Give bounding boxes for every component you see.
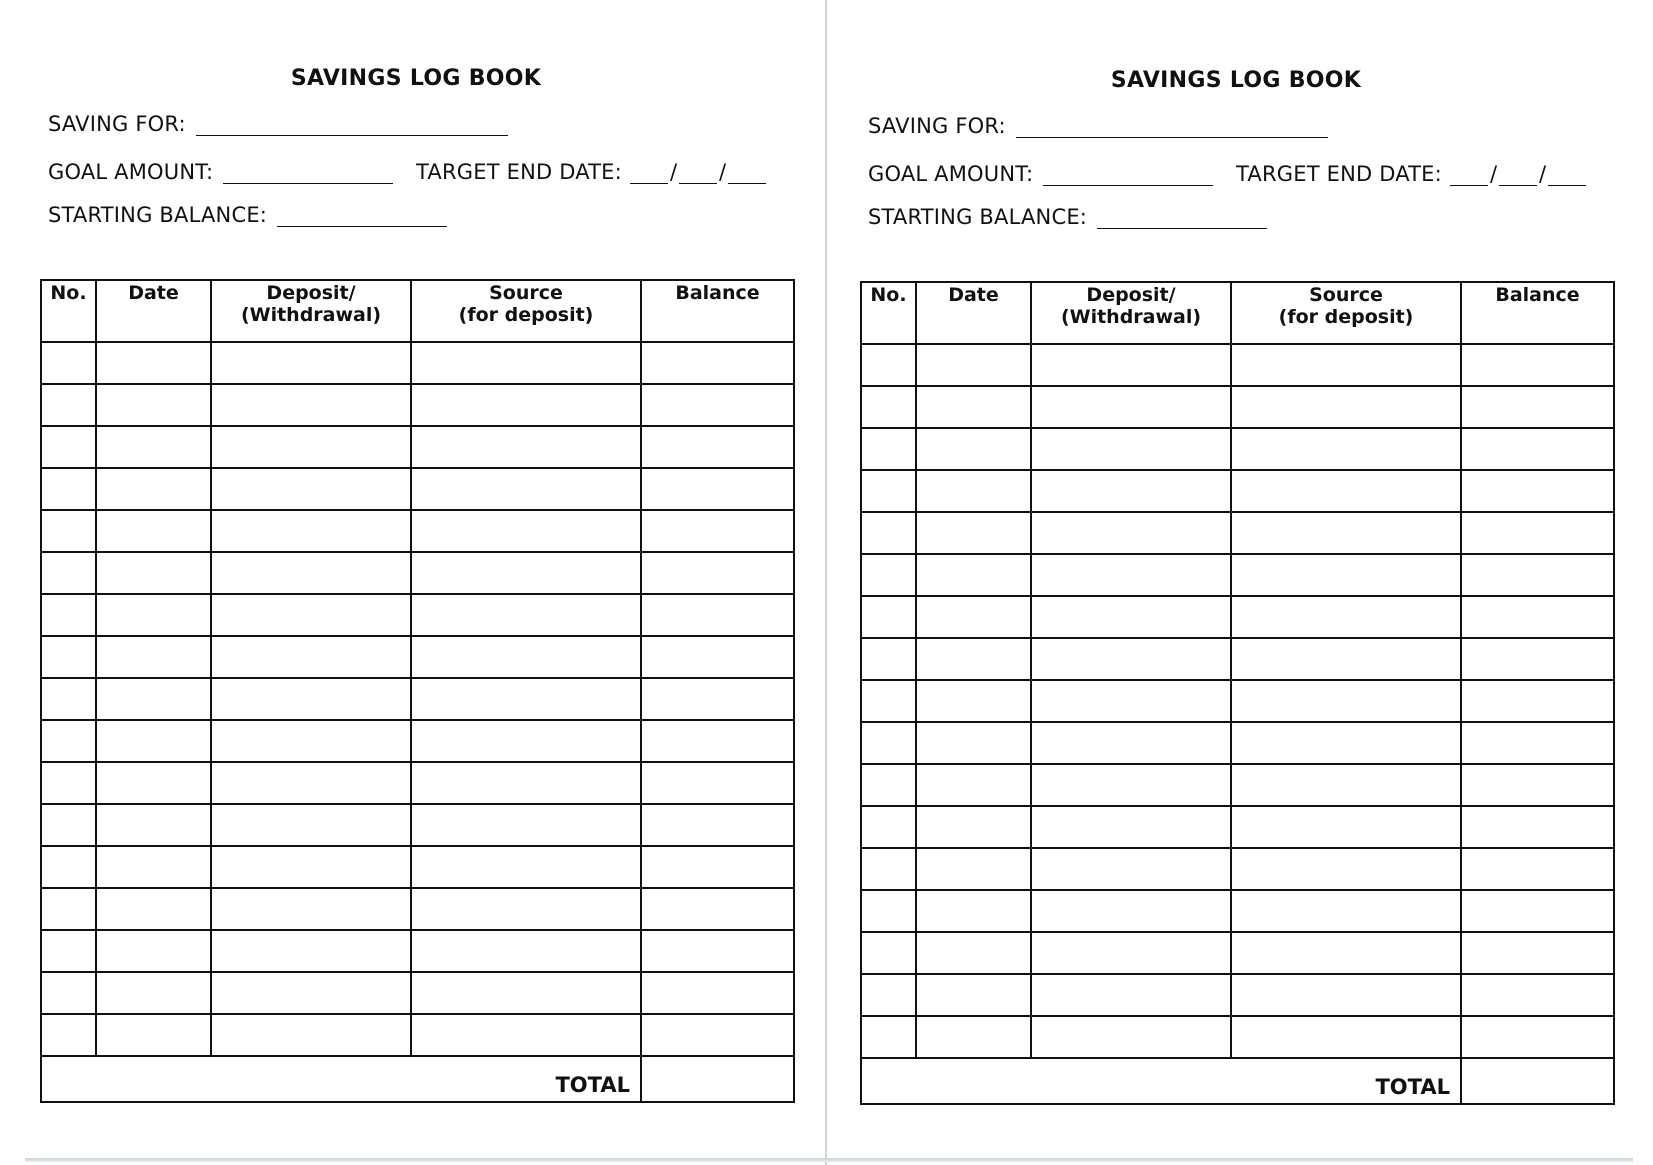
goal-amount-blank[interactable]: [1043, 165, 1213, 186]
deposit-cell[interactable]: [211, 636, 411, 678]
no-cell[interactable]: [861, 344, 916, 386]
target-end-date-field: [416, 160, 766, 184]
source-cell[interactable]: [411, 552, 641, 594]
balance-cell[interactable]: [1461, 554, 1614, 596]
target-end-date-label: TARGET END DATE:: [1236, 162, 1442, 186]
no-cell[interactable]: [41, 1014, 96, 1056]
target-end-date-field: [1236, 162, 1586, 186]
deposit-cell[interactable]: [1031, 470, 1231, 512]
deposit-cell[interactable]: [1031, 932, 1231, 974]
no-cell[interactable]: [861, 596, 916, 638]
deposit-cell[interactable]: [211, 468, 411, 510]
starting-balance-field: [868, 205, 1267, 229]
no-cell[interactable]: [41, 678, 96, 720]
date-cell[interactable]: [916, 470, 1031, 512]
balance-cell[interactable]: [641, 972, 794, 1014]
balance-cell[interactable]: [1461, 386, 1614, 428]
date-year-blank[interactable]: [1548, 165, 1586, 186]
deposit-cell[interactable]: [211, 930, 411, 972]
date-cell[interactable]: [916, 512, 1031, 554]
no-cell[interactable]: [41, 930, 96, 972]
deposit-cell[interactable]: [1031, 512, 1231, 554]
source-cell[interactable]: [1231, 428, 1461, 470]
deposit-cell[interactable]: [211, 342, 411, 384]
date-cell[interactable]: [916, 1016, 1031, 1058]
total-value-cell[interactable]: [641, 1056, 794, 1102]
source-cell[interactable]: [1231, 596, 1461, 638]
no-cell[interactable]: [861, 974, 916, 1016]
deposit-cell[interactable]: [1031, 890, 1231, 932]
saving-for-field: [48, 112, 508, 136]
deposit-cell[interactable]: [211, 384, 411, 426]
no-cell[interactable]: [861, 554, 916, 596]
saving-for-label: SAVING FOR:: [48, 112, 186, 136]
balance-cell[interactable]: [641, 636, 794, 678]
date-cell[interactable]: [96, 636, 211, 678]
source-cell[interactable]: [411, 804, 641, 846]
deposit-cell[interactable]: [211, 720, 411, 762]
column-header-source: Source (for deposit): [411, 280, 641, 342]
source-cell[interactable]: [1231, 680, 1461, 722]
deposit-cell[interactable]: [211, 510, 411, 552]
deposit-cell[interactable]: [1031, 344, 1231, 386]
deposit-cell[interactable]: [211, 426, 411, 468]
date-cell[interactable]: [96, 972, 211, 1014]
starting-balance-label: STARTING BALANCE:: [868, 205, 1088, 229]
date-cell[interactable]: [96, 930, 211, 972]
source-cell[interactable]: [1231, 344, 1461, 386]
table-row: [861, 806, 1614, 848]
date-cell[interactable]: [96, 804, 211, 846]
source-cell[interactable]: [1231, 722, 1461, 764]
date-cell[interactable]: [916, 848, 1031, 890]
table-row: [861, 722, 1614, 764]
date-cell[interactable]: [916, 974, 1031, 1016]
deposit-cell[interactable]: [1031, 596, 1231, 638]
starting-balance-field: [48, 203, 447, 227]
table-row: [861, 554, 1614, 596]
source-cell[interactable]: [1231, 386, 1461, 428]
no-cell[interactable]: [861, 428, 916, 470]
balance-cell[interactable]: [641, 510, 794, 552]
date-cell[interactable]: [96, 720, 211, 762]
date-cell[interactable]: [96, 846, 211, 888]
date-day-blank[interactable]: [679, 163, 717, 184]
source-cell[interactable]: [411, 426, 641, 468]
no-cell[interactable]: [41, 636, 96, 678]
deposit-cell[interactable]: [1031, 722, 1231, 764]
total-value-cell[interactable]: [1461, 1058, 1614, 1104]
balance-cell[interactable]: [641, 720, 794, 762]
date-cell[interactable]: [916, 638, 1031, 680]
balance-cell[interactable]: [641, 552, 794, 594]
source-cell[interactable]: [1231, 512, 1461, 554]
table-row: [861, 890, 1614, 932]
source-cell[interactable]: [411, 594, 641, 636]
no-cell[interactable]: [861, 386, 916, 428]
deposit-cell[interactable]: [211, 846, 411, 888]
column-header-deposit: Deposit/ (Withdrawal): [211, 280, 411, 342]
table-row: [41, 510, 794, 552]
source-cell[interactable]: [1231, 638, 1461, 680]
date-day-blank[interactable]: [1499, 165, 1537, 186]
source-cell[interactable]: [1231, 848, 1461, 890]
date-cell[interactable]: [96, 1014, 211, 1056]
no-cell[interactable]: [41, 594, 96, 636]
deposit-cell[interactable]: [1031, 806, 1231, 848]
source-cell[interactable]: [411, 762, 641, 804]
source-cell[interactable]: [411, 1014, 641, 1056]
date-separator: /: [719, 160, 727, 184]
balance-cell[interactable]: [1461, 974, 1614, 1016]
no-cell[interactable]: [41, 426, 96, 468]
no-cell[interactable]: [41, 342, 96, 384]
deposit-cell[interactable]: [1031, 848, 1231, 890]
no-cell[interactable]: [861, 638, 916, 680]
saving-for-field: [868, 114, 1328, 138]
date-month-blank[interactable]: [1450, 165, 1488, 186]
no-cell[interactable]: [861, 890, 916, 932]
no-cell[interactable]: [861, 932, 916, 974]
source-cell[interactable]: [1231, 806, 1461, 848]
balance-cell[interactable]: [1461, 470, 1614, 512]
no-cell[interactable]: [41, 762, 96, 804]
source-cell[interactable]: [411, 510, 641, 552]
table-row: [41, 804, 794, 846]
date-cell[interactable]: [916, 680, 1031, 722]
target-end-date-label: TARGET END DATE:: [416, 160, 622, 184]
saving-for-blank[interactable]: [196, 115, 508, 136]
deposit-cell[interactable]: [211, 972, 411, 1014]
date-separator: /: [1489, 162, 1498, 186]
no-cell[interactable]: [861, 764, 916, 806]
deposit-cell[interactable]: [211, 594, 411, 636]
balance-cell[interactable]: [1461, 890, 1614, 932]
balance-cell[interactable]: [641, 342, 794, 384]
date-cell[interactable]: [96, 594, 211, 636]
table-header-row: [861, 282, 1614, 344]
no-cell[interactable]: [861, 1016, 916, 1058]
table-row: [41, 384, 794, 426]
goal-amount-blank[interactable]: [223, 163, 393, 184]
source-cell[interactable]: [411, 720, 641, 762]
date-separator: /: [1539, 162, 1547, 186]
no-cell[interactable]: [41, 510, 96, 552]
balance-cell[interactable]: [641, 762, 794, 804]
date-cell[interactable]: [96, 762, 211, 804]
balance-cell[interactable]: [641, 930, 794, 972]
column-header-date: Date: [96, 280, 211, 342]
no-cell[interactable]: [41, 384, 96, 426]
source-cell[interactable]: [1231, 974, 1461, 1016]
deposit-cell[interactable]: [1031, 1016, 1231, 1058]
starting-balance-blank[interactable]: [277, 206, 447, 227]
date-cell[interactable]: [916, 428, 1031, 470]
balance-cell[interactable]: [1461, 806, 1614, 848]
balance-cell[interactable]: [1461, 428, 1614, 470]
deposit-cell[interactable]: [211, 804, 411, 846]
balance-cell[interactable]: [641, 468, 794, 510]
date-month-blank[interactable]: [630, 163, 668, 184]
table-row: [861, 680, 1614, 722]
date-cell[interactable]: [916, 932, 1031, 974]
table-row: [861, 596, 1614, 638]
log-page-left: [0, 0, 800, 1165]
no-cell[interactable]: [41, 468, 96, 510]
table-row: [41, 888, 794, 930]
log-page-right: [820, 0, 1620, 1165]
deposit-cell[interactable]: [211, 552, 411, 594]
source-cell[interactable]: [411, 972, 641, 1014]
table-row: [861, 974, 1614, 1016]
goal-amount-field: [48, 160, 393, 184]
no-cell[interactable]: [861, 680, 916, 722]
date-cell[interactable]: [916, 890, 1031, 932]
column-header-deposit: Deposit/ (Withdrawal): [1031, 282, 1231, 344]
table-header-row: [41, 280, 794, 342]
date-cell[interactable]: [916, 806, 1031, 848]
balance-cell[interactable]: [1461, 512, 1614, 554]
source-cell[interactable]: [1231, 890, 1461, 932]
balance-cell[interactable]: [641, 1014, 794, 1056]
table-row: [41, 468, 794, 510]
table-row: [41, 762, 794, 804]
balance-cell[interactable]: [1461, 764, 1614, 806]
table-row: [861, 1016, 1614, 1058]
starting-balance-label: STARTING BALANCE:: [48, 203, 268, 227]
savings-log-table: [40, 279, 795, 1103]
source-cell[interactable]: [1231, 470, 1461, 512]
goal-amount-label: GOAL AMOUNT:: [48, 160, 214, 184]
saving-for-label: SAVING FOR:: [868, 114, 1006, 138]
date-cell[interactable]: [96, 510, 211, 552]
source-cell[interactable]: [411, 342, 641, 384]
table-row: [861, 428, 1614, 470]
deposit-cell[interactable]: [211, 762, 411, 804]
no-cell[interactable]: [861, 470, 916, 512]
source-cell[interactable]: [411, 846, 641, 888]
source-cell[interactable]: [411, 384, 641, 426]
table-row: [41, 720, 794, 762]
goal-amount-field: [868, 162, 1213, 186]
date-cell[interactable]: [916, 764, 1031, 806]
date-cell[interactable]: [916, 596, 1031, 638]
column-header-date: Date: [916, 282, 1031, 344]
total-label: TOTAL: [861, 1058, 1461, 1104]
table-row: [861, 848, 1614, 890]
date-cell[interactable]: [96, 552, 211, 594]
date-cell[interactable]: [96, 426, 211, 468]
balance-cell[interactable]: [641, 804, 794, 846]
deposit-cell[interactable]: [211, 678, 411, 720]
column-header-balance: Balance: [1461, 282, 1614, 344]
balance-cell[interactable]: [1461, 1016, 1614, 1058]
goal-amount-label: GOAL AMOUNT:: [868, 162, 1034, 186]
deposit-cell[interactable]: [211, 1014, 411, 1056]
no-cell[interactable]: [41, 552, 96, 594]
date-cell[interactable]: [916, 722, 1031, 764]
deposit-cell[interactable]: [1031, 680, 1231, 722]
source-cell[interactable]: [411, 468, 641, 510]
column-header-balance: Balance: [641, 280, 794, 342]
deposit-cell[interactable]: [1031, 764, 1231, 806]
balance-cell[interactable]: [641, 384, 794, 426]
date-year-blank[interactable]: [728, 163, 766, 184]
balance-cell[interactable]: [1461, 848, 1614, 890]
total-row: [41, 1056, 794, 1102]
column-header-no: No.: [41, 280, 96, 342]
table-row: [861, 512, 1614, 554]
table-row: [861, 764, 1614, 806]
deposit-cell[interactable]: [1031, 386, 1231, 428]
table-row: [41, 846, 794, 888]
balance-cell[interactable]: [1461, 596, 1614, 638]
date-cell[interactable]: [96, 384, 211, 426]
table-row: [861, 932, 1614, 974]
source-cell[interactable]: [411, 678, 641, 720]
table-row: [41, 426, 794, 468]
date-cell[interactable]: [96, 888, 211, 930]
source-cell[interactable]: [1231, 554, 1461, 596]
date-separator: /: [669, 160, 678, 184]
balance-cell[interactable]: [1461, 722, 1614, 764]
no-cell[interactable]: [861, 722, 916, 764]
table-row: [41, 972, 794, 1014]
table-row: [41, 552, 794, 594]
balance-cell[interactable]: [641, 426, 794, 468]
date-cell[interactable]: [916, 344, 1031, 386]
balance-cell[interactable]: [1461, 932, 1614, 974]
starting-balance-blank[interactable]: [1097, 208, 1267, 229]
table-row: [41, 594, 794, 636]
balance-cell[interactable]: [641, 846, 794, 888]
date-cell[interactable]: [96, 678, 211, 720]
date-cell[interactable]: [96, 342, 211, 384]
table-row: [861, 470, 1614, 512]
table-row: [861, 386, 1614, 428]
saving-for-blank[interactable]: [1016, 117, 1328, 138]
no-cell[interactable]: [41, 720, 96, 762]
date-cell[interactable]: [96, 468, 211, 510]
table-row: [861, 638, 1614, 680]
table-row: [41, 636, 794, 678]
source-cell[interactable]: [411, 636, 641, 678]
source-cell[interactable]: [411, 888, 641, 930]
balance-cell[interactable]: [1461, 638, 1614, 680]
source-cell[interactable]: [1231, 764, 1461, 806]
deposit-cell[interactable]: [211, 888, 411, 930]
no-cell[interactable]: [41, 846, 96, 888]
balance-cell[interactable]: [641, 594, 794, 636]
table-row: [41, 678, 794, 720]
table-row: [41, 342, 794, 384]
page-title: SAVINGS LOG BOOK: [1110, 68, 1362, 93]
deposit-cell[interactable]: [1031, 554, 1231, 596]
no-cell[interactable]: [41, 972, 96, 1014]
source-cell[interactable]: [411, 930, 641, 972]
total-label: TOTAL: [41, 1056, 641, 1102]
no-cell[interactable]: [41, 804, 96, 846]
deposit-cell[interactable]: [1031, 638, 1231, 680]
balance-cell[interactable]: [1461, 344, 1614, 386]
table-body: [861, 344, 1614, 1058]
savings-log-table: [860, 281, 1615, 1105]
no-cell[interactable]: [861, 512, 916, 554]
deposit-cell[interactable]: [1031, 974, 1231, 1016]
deposit-cell[interactable]: [1031, 428, 1231, 470]
table-row: [861, 344, 1614, 386]
no-cell[interactable]: [861, 806, 916, 848]
date-cell[interactable]: [916, 554, 1031, 596]
source-cell[interactable]: [1231, 932, 1461, 974]
total-row: [861, 1058, 1614, 1104]
no-cell[interactable]: [41, 888, 96, 930]
table-row: [41, 930, 794, 972]
table-row: [41, 1014, 794, 1056]
balance-cell[interactable]: [641, 678, 794, 720]
balance-cell[interactable]: [641, 888, 794, 930]
no-cell[interactable]: [861, 848, 916, 890]
date-cell[interactable]: [916, 386, 1031, 428]
balance-cell[interactable]: [1461, 680, 1614, 722]
column-header-source: Source (for deposit): [1231, 282, 1461, 344]
page-title: SAVINGS LOG BOOK: [290, 66, 542, 91]
column-header-no: No.: [861, 282, 916, 344]
source-cell[interactable]: [1231, 1016, 1461, 1058]
table-body: [41, 342, 794, 1056]
